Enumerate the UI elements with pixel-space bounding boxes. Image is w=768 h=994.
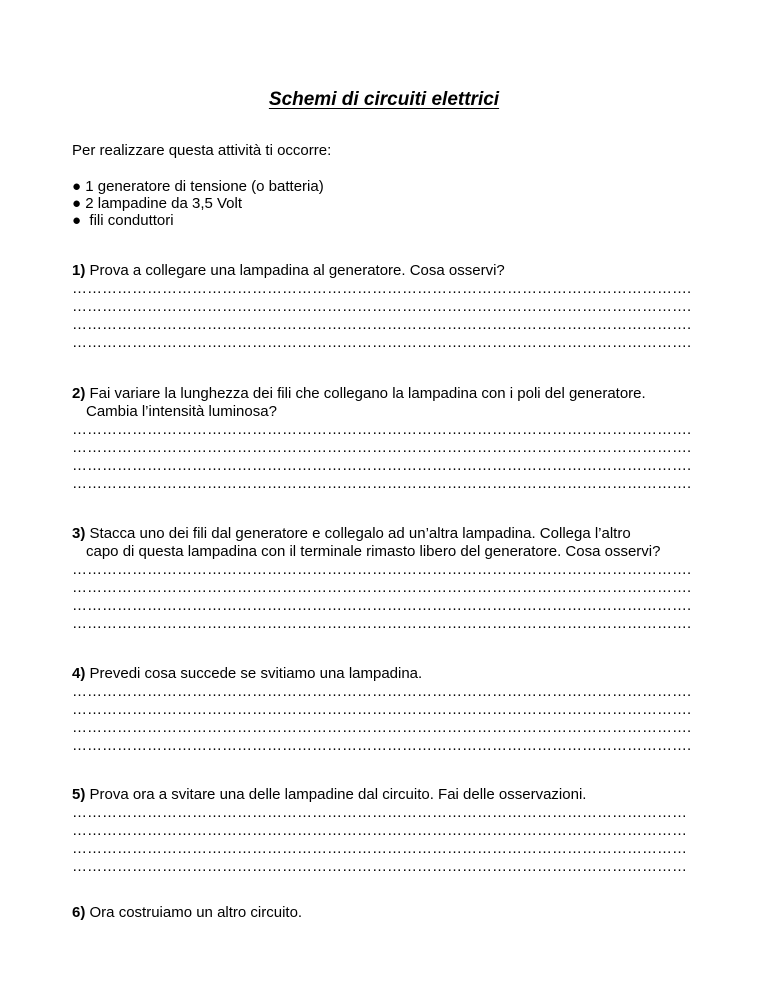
answer-line[interactable]: …………………………………………………………………………………………………………….	[72, 615, 692, 632]
question-prompt: Prevedi cosa succede se svitiamo una lampadina.	[89, 665, 423, 682]
answer-line[interactable]: …………………………………………………………………………………………………………….	[72, 737, 692, 754]
question-number: 2)	[72, 385, 86, 402]
question-number: 1)	[72, 262, 86, 279]
page-title: Schemi di circuiti elettrici	[268, 89, 500, 110]
question-number: 5)	[72, 786, 86, 803]
question-4	[72, 665, 696, 755]
answer-line[interactable]: …………………………………………………………………………………………………………….	[72, 334, 692, 351]
answer-lines	[72, 280, 696, 352]
intro-text: Per realizzare questa attività ti occorre:	[72, 142, 332, 159]
question-prompt: Stacca uno dei fili dal generatore e collegalo ad un’altra lampadina. Collega l’altro	[89, 525, 631, 542]
answer-lines	[72, 804, 696, 876]
answer-line[interactable]: ……………………………………………………………………………………………………………	[72, 804, 687, 821]
answer-line[interactable]: …………………………………………………………………………………………………………….	[72, 280, 692, 297]
question-text	[72, 525, 696, 561]
question-prompt-continuation: capo di questa lampadina con il terminale rimasto libero del generatore. Cosa osservi?	[86, 543, 661, 560]
question-1	[72, 262, 696, 352]
answer-line[interactable]: …………………………………………………………………………………………………………….	[72, 421, 692, 438]
materials-list	[72, 178, 324, 229]
question-3	[72, 525, 696, 633]
answer-line[interactable]: …………………………………………………………………………………………………………….	[72, 475, 692, 492]
question-text	[72, 786, 696, 804]
question-prompt: Fai variare la lunghezza dei fili che collegano la lampadina con i poli del generatore.	[89, 385, 646, 402]
answer-lines	[72, 683, 696, 755]
question-5	[72, 786, 696, 876]
answer-line[interactable]: …………………………………………………………………………………………………………….	[72, 579, 692, 596]
question-text	[72, 904, 696, 922]
question-prompt: Prova ora a svitare una delle lampadine dal circuito. Fai delle osservazioni.	[89, 786, 587, 803]
material-item: ● 1 generatore di tensione (o batteria)	[72, 178, 324, 195]
answer-line[interactable]: …………………………………………………………………………………………………………….	[72, 701, 692, 718]
answer-line[interactable]: ……………………………………………………………………………………………………………	[72, 822, 687, 839]
answer-line[interactable]: …………………………………………………………………………………………………………….	[72, 683, 692, 700]
question-text	[72, 385, 696, 421]
answer-line[interactable]: …………………………………………………………………………………………………………….	[72, 561, 692, 578]
question-6	[72, 904, 696, 922]
question-number: 3)	[72, 525, 86, 542]
question-number: 4)	[72, 665, 86, 682]
question-number: 6)	[72, 904, 86, 921]
answer-line[interactable]: …………………………………………………………………………………………………………….	[72, 298, 692, 315]
answer-lines	[72, 561, 696, 633]
answer-line[interactable]: …………………………………………………………………………………………………………….	[72, 439, 692, 456]
material-item: ● fili conduttori	[72, 212, 174, 229]
answer-line[interactable]: …………………………………………………………………………………………………………….	[72, 457, 692, 474]
answer-line[interactable]: …………………………………………………………………………………………………………….	[72, 316, 692, 333]
question-text	[72, 665, 696, 683]
answer-line[interactable]: ……………………………………………………………………………………………………………	[72, 858, 687, 875]
question-2	[72, 385, 696, 493]
question-prompt: Ora costruiamo un altro circuito.	[89, 904, 303, 921]
answer-line[interactable]: …………………………………………………………………………………………………………….	[72, 719, 692, 736]
answer-line[interactable]: ……………………………………………………………………………………………………………	[72, 840, 687, 857]
question-text	[72, 262, 696, 280]
answer-lines	[72, 421, 696, 493]
question-prompt: Prova a collegare una lampadina al generatore. Cosa osservi?	[89, 262, 505, 279]
question-prompt-continuation: Cambia l’intensità luminosa?	[86, 403, 277, 420]
material-item: ● 2 lampadine da 3,5 Volt	[72, 195, 243, 212]
answer-line[interactable]: …………………………………………………………………………………………………………….	[72, 597, 692, 614]
